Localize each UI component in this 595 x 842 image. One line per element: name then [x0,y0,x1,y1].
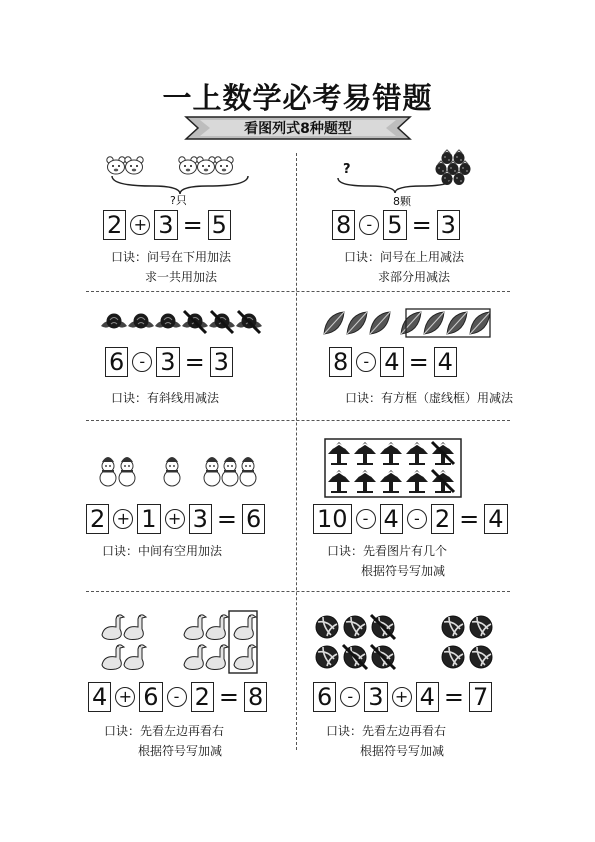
problem-5-equation [86,502,265,536]
number-box: 8 [329,347,352,377]
number-box: 3 [210,347,233,377]
operator-circle: - [340,687,360,707]
house-tree-icon [380,470,402,493]
number-box: 3 [154,210,177,240]
rose-icon [182,311,208,333]
tip-line: 根据符号写加减 [360,744,445,758]
rose-icon [101,314,127,329]
row-divider-2 [86,420,510,421]
tip-line: 口诀：有方框（虚线框）用减法 [345,391,514,405]
house-tree-icon [432,470,454,493]
feather-leaf-icon [370,312,390,334]
problem-3-tip [111,388,219,408]
equals-sign: = [408,348,429,376]
problem-2-tip [344,247,464,287]
number-box: 4 [434,347,457,377]
problem-1-label: ?只 [170,194,187,207]
operator-circle: - [167,687,187,707]
goose-icon [206,615,228,640]
berry-icon [454,150,465,164]
number-box: 8 [244,682,267,712]
rose-icon [209,311,235,333]
number-box: 6 [139,682,162,712]
snowman-icon [240,457,256,486]
equals-sign: = [218,683,239,711]
goose-icon [124,645,146,670]
number-box: 8 [332,210,355,240]
tip-line: 口诀：先看图片有几个 [327,544,448,558]
number-box: 6 [105,347,128,377]
berries-picture [335,150,475,194]
house-tree-icon [354,442,376,465]
snowman-icon [164,457,180,486]
problem-3-equation [105,345,233,379]
number-box: 4 [484,504,507,534]
operator-circle: + [115,687,135,707]
operator-circle: - [356,509,376,529]
problem-6-tip [327,541,447,581]
snowmen-picture [100,454,270,488]
goose-icon [102,615,124,640]
equals-sign: = [459,505,480,533]
number-box: 5 [383,210,406,240]
feather-leaf-icon [324,312,344,334]
number-box: 3 [364,682,387,712]
volleyball-icon [442,646,464,668]
equals-sign: = [216,505,237,533]
goose-icon [184,615,206,640]
problem-6-equation [313,502,508,536]
volleyball-icon [371,615,395,639]
house-tree-icon [406,442,428,465]
goose-icon [184,645,206,670]
number-box: 2 [103,210,126,240]
volleyballs-picture [313,611,503,673]
tip-line: 求一共用加法 [145,270,218,284]
number-box: 6 [242,504,265,534]
number-box: 4 [380,504,403,534]
problem-2-equation [332,208,460,242]
tip-line: 根据符号写加减 [361,564,446,578]
volleyball-icon [371,645,395,669]
number-box: 4 [380,347,403,377]
problem-4-equation [329,345,457,379]
tip-line: 口诀：问号在上用减法 [344,250,465,264]
volleyball-icon [442,616,464,638]
equals-sign: = [184,348,205,376]
leaves-picture [322,308,502,340]
problem-2-question-mark: ? [343,162,351,177]
tip-line: 求部分用减法 [378,270,451,284]
goose-icon [102,645,124,670]
volleyball-icon [343,645,367,669]
feather-leaf-icon [424,312,444,334]
feather-leaf-icon [447,312,467,334]
tip-line: 口诀：先看左边再看右 [104,724,225,738]
problem-1-tip [111,247,231,287]
row-divider-1 [86,291,510,292]
operator-circle: - [132,352,152,372]
row-divider-3 [86,591,510,592]
house-tree-icon [406,470,428,493]
number-box: 2 [86,504,109,534]
berry-icon [442,150,453,164]
operator-circle: + [392,687,412,707]
tip-line: 口诀：有斜线用减法 [111,391,220,405]
number-box: 4 [416,682,439,712]
number-box: 2 [431,504,454,534]
operator-circle: - [407,509,427,529]
number-box: 1 [137,504,160,534]
number-box: 3 [437,210,460,240]
volleyball-icon [470,646,492,668]
tip-line: 口诀：先看左边再看右 [326,724,447,738]
house-tree-icon [328,442,350,465]
goose-icon [234,645,256,670]
feather-leaf-icon [347,312,367,334]
house-tree-icon [354,470,376,493]
snowman-icon [204,457,220,486]
problem-8-equation [313,680,492,714]
problem-8-tip [326,721,446,761]
houses-picture [325,439,465,499]
equals-sign: = [443,683,464,711]
goose-icon [124,615,146,640]
problem-4-tip [345,388,513,408]
problem-7-tip [104,721,224,761]
problem-1-equation [103,208,231,242]
bear-face-icon [215,157,233,174]
number-box: 4 [88,682,111,712]
number-box: 5 [208,210,231,240]
problem-5-tip [102,541,222,561]
tip-line: 根据符号写加减 [138,744,223,758]
snowman-icon [222,457,238,486]
house-tree-icon [432,442,454,465]
equals-sign: = [182,211,203,239]
tip-line: 口诀：中间有空用加法 [102,544,223,558]
roses-picture [100,308,270,338]
rose-icon [155,314,181,329]
bear-face-icon [179,157,197,174]
operator-circle: - [356,352,376,372]
bear-face-icon [107,157,125,174]
tip-line: 口诀：问号在下用加法 [111,250,232,264]
center-divider [296,153,297,750]
operator-circle: - [359,215,379,235]
number-box: 2 [191,682,214,712]
rose-icon [236,311,262,333]
snowman-icon [119,457,135,486]
subtitle: 看图列式8种题型 [244,121,352,137]
number-box: 3 [156,347,179,377]
number-box: 7 [469,682,492,712]
geese-picture [102,611,262,673]
volleyball-icon [344,616,366,638]
operator-circle: + [113,509,133,529]
operator-circle: + [165,509,185,529]
house-tree-icon [380,442,402,465]
volleyball-icon [316,616,338,638]
page-title: 一上数学必考易错题 [162,81,433,115]
volleyball-icon [470,616,492,638]
bear-face-icon [197,157,215,174]
number-box: 10 [313,504,352,534]
feather-leaf-icon [470,312,490,334]
snowman-icon [100,457,116,486]
problem-2-label: 8颗 [393,195,411,208]
problem-7-equation [88,680,267,714]
number-box: 6 [313,682,336,712]
bear-face-icon [125,157,143,174]
goose-icon [234,615,256,640]
rose-icon [128,314,154,329]
house-tree-icon [328,470,350,493]
number-box: 3 [189,504,212,534]
feather-leaf-icon [401,312,421,334]
volleyball-icon [316,646,338,668]
equals-sign: = [411,211,432,239]
goose-icon [206,645,228,670]
bear-faces-picture [108,156,248,190]
operator-circle: + [130,215,150,235]
